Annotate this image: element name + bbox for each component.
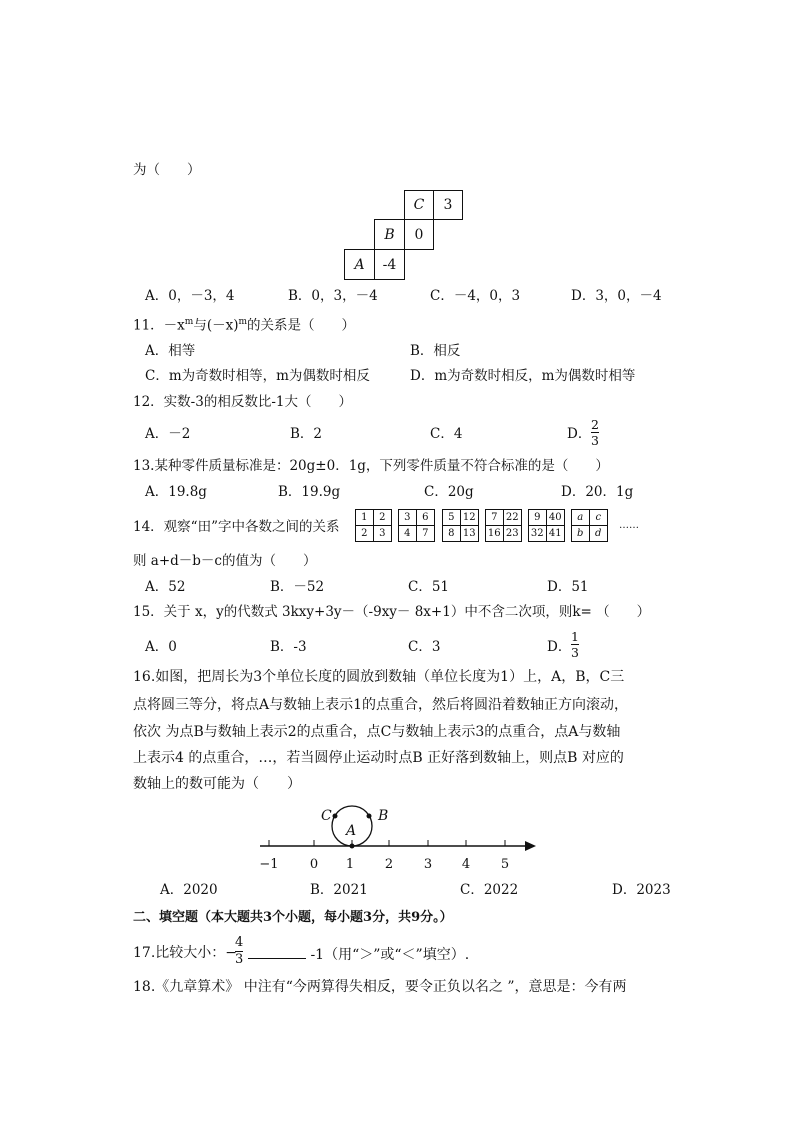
q12-option-d-fraction: 2 3 (591, 417, 599, 449)
question-12-stem: 12．实数-3的相反数比-1大（ ） (133, 394, 352, 410)
point-c-label: C (321, 808, 332, 824)
q11-option-d: D．m为奇数时相反，m为偶数时相等 (410, 368, 636, 384)
net-cell-b: B (374, 219, 405, 250)
net-cell-0: 0 (404, 219, 434, 250)
tick-label: −1 (259, 857, 279, 872)
q13-option-c: C．20g (424, 484, 474, 500)
q14-option-c: C．51 (408, 579, 450, 595)
question-13-stem: 13.某种零件质量标准是：20g±0．1g，下列零件质量不符合标准的是（ ） (133, 458, 609, 474)
q13-option-b: B．19.9g (278, 484, 341, 500)
tian-grid: 5 12 8 13 (442, 509, 479, 542)
q14-option-a: A．52 (145, 579, 186, 595)
q14-option-d: D．51 (547, 579, 589, 595)
q12-option-c: C．4 (430, 426, 463, 442)
q17-fraction: 4 3 (235, 935, 244, 967)
point-c-dot (333, 814, 338, 819)
q13-option-d: D．20．1g (561, 484, 634, 500)
tick-label: 1 (345, 857, 355, 872)
tian-grid: 9 40 32 41 (528, 509, 565, 542)
q12-option-a: A．－2 (145, 426, 191, 442)
net-cell-neg4: -4 (374, 249, 405, 280)
tick-label: 3 (423, 857, 433, 872)
q12-option-d-label: D． (567, 426, 592, 442)
question-15-stem: 15．关于 x，y的代数式 3kxy+3y－（-9xy－ 8x+1）中不含二次项，则k= （ ） (133, 604, 651, 620)
q10-option-d: D．3，0，－4 (571, 288, 662, 304)
tian-grid: a c b d (571, 509, 608, 542)
q10-option-a: A．0，－3，4 (145, 288, 235, 304)
net-cell-c: C (404, 190, 434, 220)
tian-grid: 1 2 2 3 (355, 509, 392, 542)
q15-option-c: C．3 (408, 639, 441, 655)
question-18-stem: 18.《九章算术》 中注有“今两算得失相反，要令正负以名之 ”，意思是：今有两 (133, 979, 627, 995)
question-10-tail: 为（ ） (133, 162, 201, 178)
q15-option-d-fraction: 1 3 (571, 629, 579, 661)
q15-option-d-label: D． (547, 639, 572, 655)
q15-option-b: B．-3 (270, 639, 307, 655)
net-cell-3: 3 (433, 190, 463, 220)
tian-grid: 7 22 16 23 (485, 509, 522, 542)
tian-ellipsis: …… (619, 520, 639, 531)
q10-option-b: B．0，3，－4 (288, 288, 378, 304)
question-11-stem: 11．$-x^m$与$(-x)^m$的关系是（ ） (133, 317, 356, 334)
number-line-figure (255, 800, 545, 880)
q13-option-a: A．19.8g (145, 484, 207, 500)
point-a-dot (350, 844, 355, 849)
q16-option-d: D．2023 (612, 882, 671, 898)
question-14-stem-2: 则 a+d－b－c的值为（ ） (133, 553, 317, 569)
question-17-suffix: -1（用“＞”或“＜”填空）. (248, 946, 469, 962)
section-2-title: 二、填空题（本大题共3个小题，每小题3分，共9分。） (133, 910, 453, 925)
tick-label: 0 (309, 857, 319, 872)
tian-grid: 3 6 4 7 (398, 509, 435, 542)
answer-blank[interactable] (248, 946, 306, 959)
q11-option-a: A．相等 (145, 343, 196, 359)
q16-option-a: A．2020 (160, 882, 218, 898)
axis-ticks (269, 840, 505, 846)
tick-label: 2 (384, 857, 394, 872)
question-14-stem: 14．观察“田”字中各数之间的关系 (133, 519, 340, 535)
q11-option-c: C．m为奇数时相等，m为偶数时相反 (145, 368, 370, 384)
q16-option-c: C．2022 (460, 882, 519, 898)
tick-label: 5 (500, 857, 510, 872)
point-b-dot (367, 814, 372, 819)
question-17-prefix: 17.比较大小：− (133, 945, 237, 961)
q14-option-b: B．－52 (270, 579, 325, 595)
q10-option-c: C．－4，0，3 (430, 288, 521, 304)
net-cell-a: A (344, 249, 375, 280)
axis-arrow (525, 841, 536, 851)
q15-option-a: A．0 (145, 639, 177, 655)
tick-label: 4 (461, 857, 471, 872)
point-b-label: B (378, 808, 389, 824)
q12-option-b: B．2 (290, 426, 323, 442)
q16-option-b: B．2021 (310, 882, 368, 898)
q11-option-b: B．相反 (410, 343, 461, 359)
point-a-label: A (346, 823, 357, 839)
